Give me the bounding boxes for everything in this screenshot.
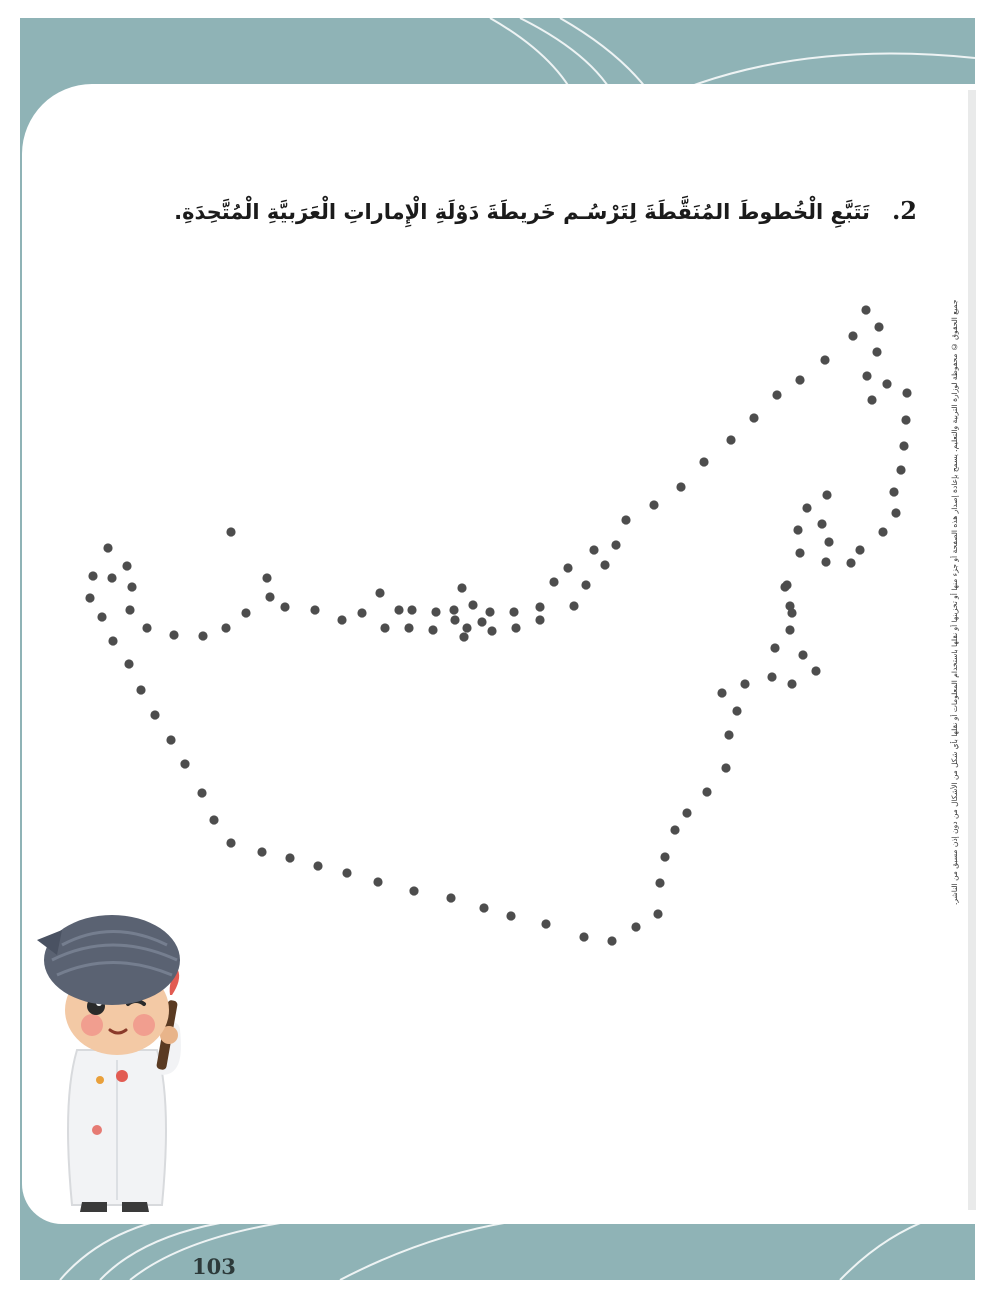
map-dot [197, 788, 206, 797]
map-dot [88, 571, 97, 580]
map-dot [724, 730, 733, 739]
map-dot [285, 853, 294, 862]
map-dot [721, 763, 730, 772]
map-dot [85, 593, 94, 602]
map-dot [740, 679, 749, 688]
map-dot [824, 537, 833, 546]
map-dot [732, 706, 741, 715]
map-dot [462, 623, 471, 632]
map-dot [127, 582, 136, 591]
map-dot [787, 608, 796, 617]
map-dot [477, 617, 486, 626]
map-dot [549, 577, 558, 586]
map-dot [150, 710, 159, 719]
map-dot [262, 573, 271, 582]
map-dot [889, 487, 898, 496]
map-dot [787, 679, 796, 688]
map-dot [280, 602, 289, 611]
map-dot [631, 922, 640, 931]
map-dot [817, 519, 826, 528]
map-dot [221, 623, 230, 632]
question-text: تَتَبَّعِ الْخُطوطَ المُنَقَّطَةَ لِتَرْسُـم خَريطَةَ دَوْلَةِ الْإِماراتِ الْعَرَبيَّةِ الْمُتَّحِدَةِ. [174, 200, 870, 224]
map-dot [380, 623, 389, 632]
map-dot [848, 331, 857, 340]
map-dot [125, 605, 134, 614]
map-dot [107, 573, 116, 582]
map-dot [676, 482, 685, 491]
map-dot [169, 630, 178, 639]
map-dot [569, 601, 578, 610]
map-dot [407, 605, 416, 614]
boy-painter-illustration [22, 900, 212, 1220]
map-dot [653, 909, 662, 918]
map-dot [600, 560, 609, 569]
map-dot [122, 561, 131, 570]
map-dot [485, 607, 494, 616]
map-dot [867, 395, 876, 404]
map-dot [793, 525, 802, 534]
map-dot [431, 607, 440, 616]
map-dot [682, 808, 691, 817]
map-dot [702, 787, 711, 796]
map-dot [820, 355, 829, 364]
map-dot [581, 580, 590, 589]
map-dot [142, 623, 151, 632]
map-dot [899, 441, 908, 450]
map-dot [180, 759, 189, 768]
map-dot [313, 861, 322, 870]
map-dot [874, 322, 883, 331]
map-dot [855, 545, 864, 554]
map-dot [479, 903, 488, 912]
map-dot [795, 548, 804, 557]
map-dot [457, 583, 466, 592]
question-number: 2. [891, 196, 917, 225]
map-dot [450, 615, 459, 624]
map-dot [468, 600, 477, 609]
map-dot [811, 666, 820, 675]
map-dot [770, 643, 779, 652]
map-dot [342, 868, 351, 877]
map-dot [717, 688, 726, 697]
map-dot [310, 605, 319, 614]
map-dot [821, 557, 830, 566]
map-dot [337, 615, 346, 624]
map-dot [446, 893, 455, 902]
map-dot [97, 612, 106, 621]
map-dot [901, 415, 910, 424]
map-dot [655, 878, 664, 887]
map-dot [394, 605, 403, 614]
map-dot [541, 919, 550, 928]
map-dot [241, 608, 250, 617]
map-dot [108, 636, 117, 645]
map-dot [103, 543, 112, 552]
map-dot [822, 490, 831, 499]
map-dot [579, 932, 588, 941]
map-dot [459, 632, 468, 641]
map-dot [375, 588, 384, 597]
map-dot [449, 605, 458, 614]
map-dot [226, 838, 235, 847]
map-dot [511, 623, 520, 632]
map-dot [166, 735, 175, 744]
map-dot [785, 625, 794, 634]
map-dot [726, 435, 735, 444]
map-dot [891, 508, 900, 517]
map-dot [506, 911, 515, 920]
map-dot [861, 305, 870, 314]
map-dot [621, 515, 630, 524]
map-dot [409, 886, 418, 895]
map-dot [767, 672, 776, 681]
map-dot [535, 602, 544, 611]
map-dot [749, 413, 758, 422]
map-dot [699, 457, 708, 466]
map-dot [802, 503, 811, 512]
map-dot [373, 877, 382, 886]
map-dot [509, 607, 518, 616]
map-dot [404, 623, 413, 632]
map-dot [136, 685, 145, 694]
map-dot [670, 825, 679, 834]
map-dot [902, 388, 911, 397]
map-dot [846, 558, 855, 567]
copyright-note: جميع الحقوق © محفوظة لوزارة التربية والتعليم. يسمح بإعادة إصدار هذه الصفحة أو جزء منها أو تخزينها أو نقلها باستخدام المعلومات أو نقلها بأي شكل من الأشكال من دون إذن مسبق من الناشر. [950, 300, 959, 906]
map-dot [357, 608, 366, 617]
map-dot [124, 659, 133, 668]
map-dot [428, 625, 437, 634]
map-dot [611, 540, 620, 549]
map-dot [660, 852, 669, 861]
map-dot [896, 465, 905, 474]
map-dot [872, 347, 881, 356]
map-dot [862, 371, 871, 380]
map-dot [257, 847, 266, 856]
map-dot [198, 631, 207, 640]
map-dot [265, 592, 274, 601]
map-dot [589, 545, 598, 554]
page-number: 103 [192, 1254, 236, 1279]
map-dot [209, 815, 218, 824]
map-dot [795, 375, 804, 384]
map-dot [607, 936, 616, 945]
map-dot [226, 527, 235, 536]
map-dot [772, 390, 781, 399]
map-dot [780, 582, 789, 591]
map-dot [535, 615, 544, 624]
map-dot [798, 650, 807, 659]
map-dot [649, 500, 658, 509]
map-dot [563, 563, 572, 572]
map-dot [487, 626, 496, 635]
map-dot [878, 527, 887, 536]
map-dot [882, 379, 891, 388]
